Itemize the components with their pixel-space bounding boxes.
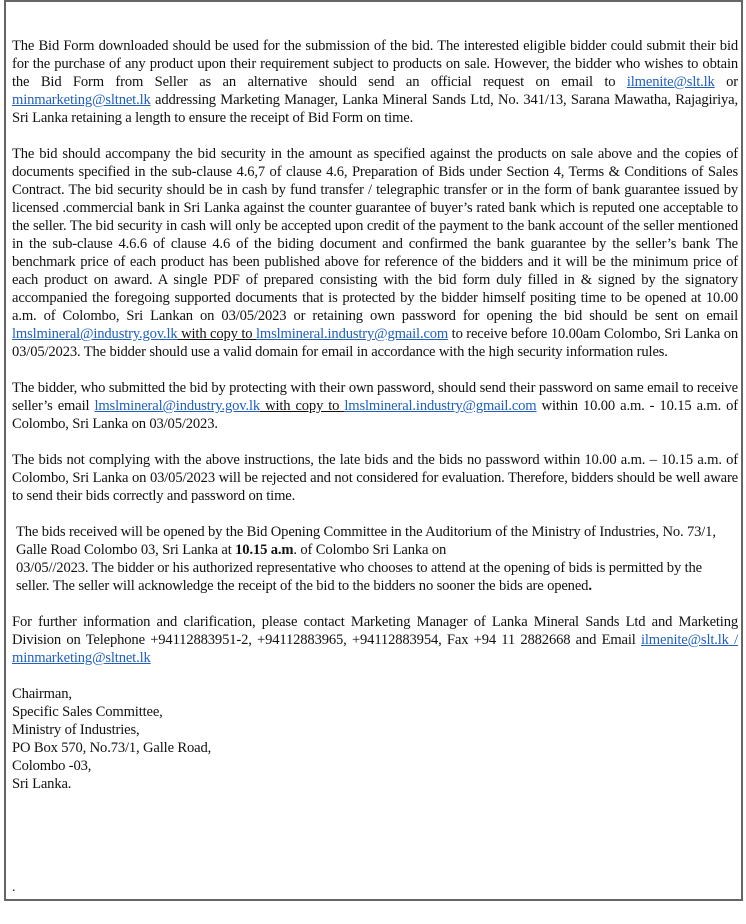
email-link-lmslmineral-gov[interactable]: lmslmineral@industry.gov.lk [12, 326, 178, 342]
document-body [12, 37, 738, 793]
signature-line: Sri Lanka. [12, 776, 72, 792]
email-link-ilmenite[interactable]: ilmenite@slt.lk [641, 632, 729, 648]
signature-block [12, 685, 738, 793]
email-link-minmarketing[interactable]: minmarketing@sltnet.lk [12, 92, 151, 108]
email-link-ilmenite[interactable]: ilmenite@slt.lk [626, 74, 715, 90]
signature-line: Chairman, [12, 686, 72, 702]
paragraph-bid-form: The Bid Form downloaded should be used for the submission of the bid. The interested eligible bidder could submit their bid for the purchase of any product upon their requirement subject to products on sale. However, the bidder who wishes to obtain the Bid Form from Seller as an alternative should send an official request on email to ilmenite@slt.lk or minmarketing@sltnet.lk addressing Marketing Manager, Lanka Mineral Sands Ltd, No. 341/13, Sarana Mawatha, Rajagiriya, Sri Lanka retaining a length to ensure the receipt of Bid Form on time. [12, 38, 738, 126]
paragraph-password: The bidder, who submitted the bid by protecting with their own password, should send their password on same email to receive seller’s email lmslmineral@industry.gov.lk with copy to lmslmineral.industry@gmail.com within 10.00 a.m. - 10.15 a.m. of Colombo, Sri Lanka on 03/05/2023. [12, 380, 738, 432]
email-link-minmarketing[interactable]: minmarketing@sltnet.lk [12, 650, 151, 666]
signature-line: PO Box 570, No.73/1, Galle Road, [12, 740, 212, 756]
email-link-lmslmineral-gmail[interactable]: lmslmineral.industry@gmail.com [255, 326, 449, 342]
paragraph-bid-security: The bid should accompany the bid security in the amount as specified against the products on sale above and the copies of documents specified in the sub-clause 4.6,7 of clause 4.6, Preparation of Bids under Section 4, Terms & Conditions of Sales Contract. The bid security should be in cash by fund transfer / telegraphic transfer or in the form of bank guarantee issued by licensed .commercial bank in Sri Lanka against the counter guarantee of buyer’s rated bank which is reputed one acceptable to the seller. The bid security in cash will only be accepted upon credit of the payment to the bank account of the seller mentioned in the sub-clause 4.6.6 of clause 4.6 of the biding document and confirmed the bank guarantee by the seller’s bank The benchmark price of each product has been published above for reference of the bidders and it will be the minimum price of each product on award. A single PDF of prepared consisting with the bid form duly filled in & signed by the signatory accompanied the foregoing supported documents that is protected by the bidder himself positing time to be opened at 10.00 a.m. of Colombo, Sri Lankan on 03/05/2023 or retaining own password for opening the bid should be sent on email lmslmineral@industry.gov.lk with copy to lmslmineral.industry@gmail.com to receive before 10.00am Colombo, Sri Lanka on 03/05/2023. The bidder should use a valid domain for email in accordance with the high security information rules. [12, 146, 738, 360]
paragraph-rejection: The bids not complying with the above instructions, the late bids and the bids no password within 10.00 a.m. – 10.15 a.m. of Colombo, Sri Lanka on 03/05/2023 will be rejected and not considered for evaluation. Therefore, bidders should be well aware to send their bids correctly and password on time. [12, 452, 738, 504]
signature-line: Ministry of Industries, [12, 722, 140, 738]
trailing-mark: . [12, 880, 16, 895]
email-separator: / [728, 632, 739, 648]
email-link-lmslmineral-gmail[interactable]: lmslmineral.industry@gmail.com [344, 398, 537, 414]
signature-line: Colombo -03, [12, 758, 92, 774]
email-link-lmslmineral-gov[interactable]: lmslmineral@industry.gov.lk [94, 398, 261, 414]
signature-line: Specific Sales Committee, [12, 704, 163, 720]
paragraph-bid-opening: The bids received will be opened by the Bid Opening Committee in the Auditorium of the Ministry of Industries, No. 73/1, Galle Road Colombo 03, Sri Lanka at 10.15 a.m. of Colombo Sri Lanka on 03/05//2023. The bidder or his authorized representative who chooses to attend at the opening of bids is permitted by the seller. The seller will acknowledge the receipt of the bid to the bidders no sooner the bids are opened. [16, 524, 716, 594]
paragraph-contact: For further information and clarification, please contact Marketing Manager of Lanka Mineral Sands Ltd and Marketing Division on Telephone +94112883951-2, +94112883965, +94112883954, Fax +94 11 2882668 and Email ilmenite@slt.lk / minmarketing@sltnet.lk [12, 614, 739, 666]
